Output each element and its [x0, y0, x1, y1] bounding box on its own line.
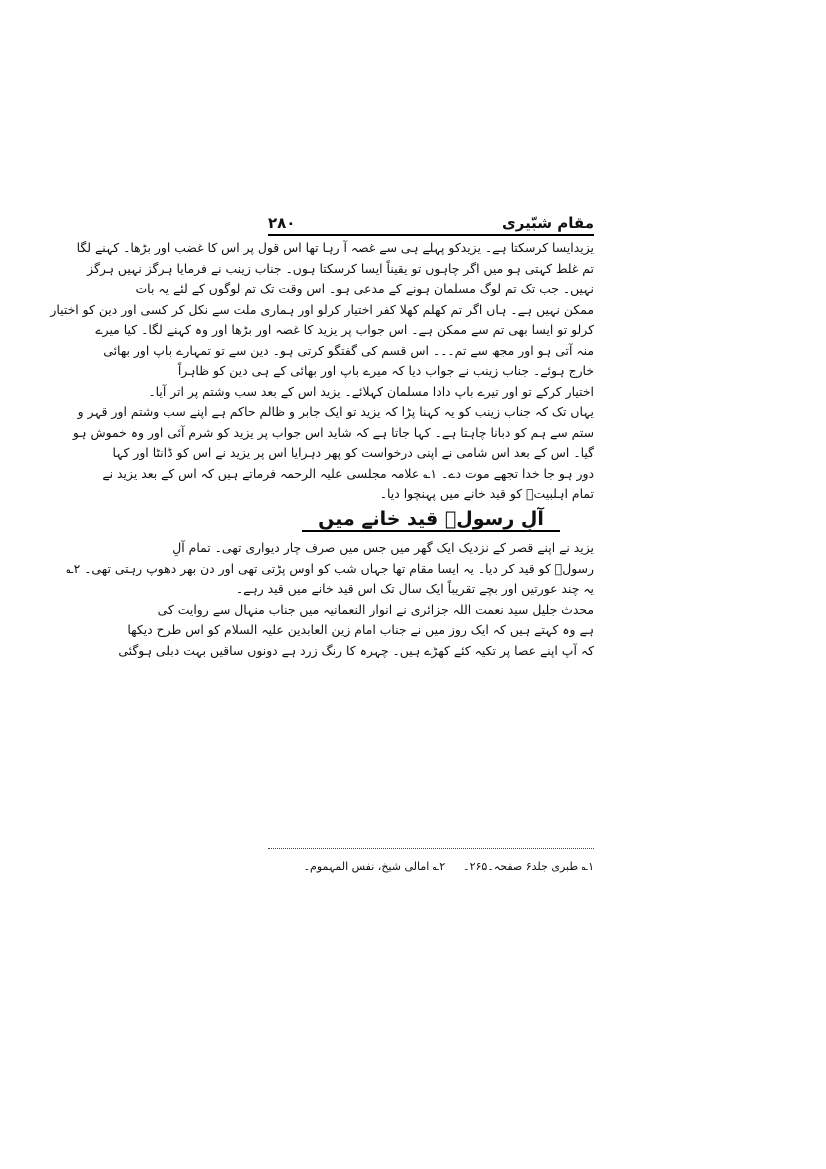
text-line: یزید نے اپنے قصر کے نزدیک ایک گھر میں جس میں صرف چار دیواری تھی۔ تمام آلِ	[172, 540, 594, 555]
text-line: محدث جلیل سید نعمت اللہ جزائری نے انوار النعمانیہ میں جناب منہال سے روایت کی	[157, 601, 594, 617]
text-line: نہیں۔ جب تک تم لوگ مسلمان ہونے کے مدعی ہو۔ اس وقت تک تم لوگوں کے لئے یہ بات	[135, 281, 594, 296]
text-line: ہے وہ کہتے ہیں کہ ایک روز میں نے جناب امام زین العابدین علیہ السلام کو اس طرح دیکھا	[127, 622, 594, 637]
section-heading-wrap	[268, 509, 594, 533]
text-line: اختیار کرکے تو اور تیرے باپ دادا مسلمان کہلائے۔ یزید اس کے بعد سب وشتم پر اتر آیا۔	[148, 383, 594, 399]
section-heading: آلِ رسولؐ قید خانے میں	[302, 509, 560, 533]
text-line: ستم سے ہم کو دبانا چاہتا ہے۔ کہا جاتا ہے کہ شاید اس جواب پر یزید کو شرم آئی اور وہ خموش ہو	[72, 424, 594, 440]
text-line: یزیدایسا کرسکتا ہے۔ یزیدکو پہلے ہی سے غصہ آ رہا تھا اس قول پر اس کا غضب اور بڑھا۔ کہنے لگا	[76, 240, 594, 255]
text-line: یہ چند عورتیں اور بچے تقریباً ایک سال تک اس قید خانے میں قید رہے۔	[235, 581, 594, 596]
text-line: خارج ہوئے۔ جناب زینب نے جواب دیا کہ میرے باپ اور بھائی کے ہی دین کو ظاہراً	[177, 363, 594, 378]
body-text	[50, 238, 594, 661]
text-line: ممکن نہیں ہے۔ ہاں اگر تم کھلم کھلا کفر اختیار کرلو اور ہماری ملت سے نکل کر کسی اور دین کو اختیار	[50, 301, 594, 317]
text-line: کہ آپ اپنے عصا پر تکیہ کئے کھڑے ہیں۔ چہرہ کا رنگ زرد ہے دونوں ساقیں بہت دبلی ہوگئی	[118, 642, 594, 658]
text-line: یہاں تک کہ جناب زینب کو یہ کہنا پڑا کہ یزید تو ایک جابر و ظالم حاکم ہے اپنے سب وشتم اور قہر و	[77, 404, 594, 419]
page-number: ۲۸۰	[268, 214, 296, 232]
text-line: دور ہو جا خدا تجھے موت دے۔ ۱؎ علامہ مجلسی علیہ الرحمہ فرماتے ہیں کہ اس کے بعد یزید نے	[102, 465, 594, 481]
text-line: گیا۔ اس کے بعد اس شامی نے اپنی درخواست کو پھر دہرایا اس پر یزید نے اس کو ڈانٹا اور کہا	[112, 445, 594, 460]
text-line: منہ آتی ہو اور مجھ سے تم۔۔۔ اس قسم کی گفتگو کرتی ہو۔ دین سے تو تمہارے باپ اور بھائی	[103, 342, 594, 358]
book-title: مقام شبّیری	[501, 214, 594, 232]
page-header	[268, 202, 594, 232]
footnotes	[268, 860, 594, 880]
footnote-2: ۲؎ امالی شیخ، نفس المہموم۔	[303, 860, 446, 873]
text-line: کرلو تو ایسا بھی تم سے ممکن ہے۔ اس جواب پر یزید کا غصہ اور بڑھا اور وہ کہنے لگا۔ کیا میرے	[95, 322, 594, 337]
footnote-1: ۱؎ طبری جلد۶ صفحہ۔۲۶۵۔	[463, 860, 594, 873]
text-line: تم غلط کہتی ہو میں اگر چاہوں تو یقیناً ایسا کرسکتا ہوں۔ جناب زینب نے فرمایا ہرگز نہیں ہرگز	[87, 260, 594, 276]
footnote-divider	[268, 848, 594, 849]
header-divider	[268, 234, 594, 236]
text-line: رسولؐ کو قید کر دیا۔ یہ ایسا مقام تھا جہاں شب کو اوس پڑتی تھی اور دن بھر دھوپ رہتی تھی۔ ۲؎	[66, 560, 594, 576]
text-line: تمام اہلبیتؑ کو قید خانے میں پہنچوا دیا۔	[379, 486, 594, 501]
